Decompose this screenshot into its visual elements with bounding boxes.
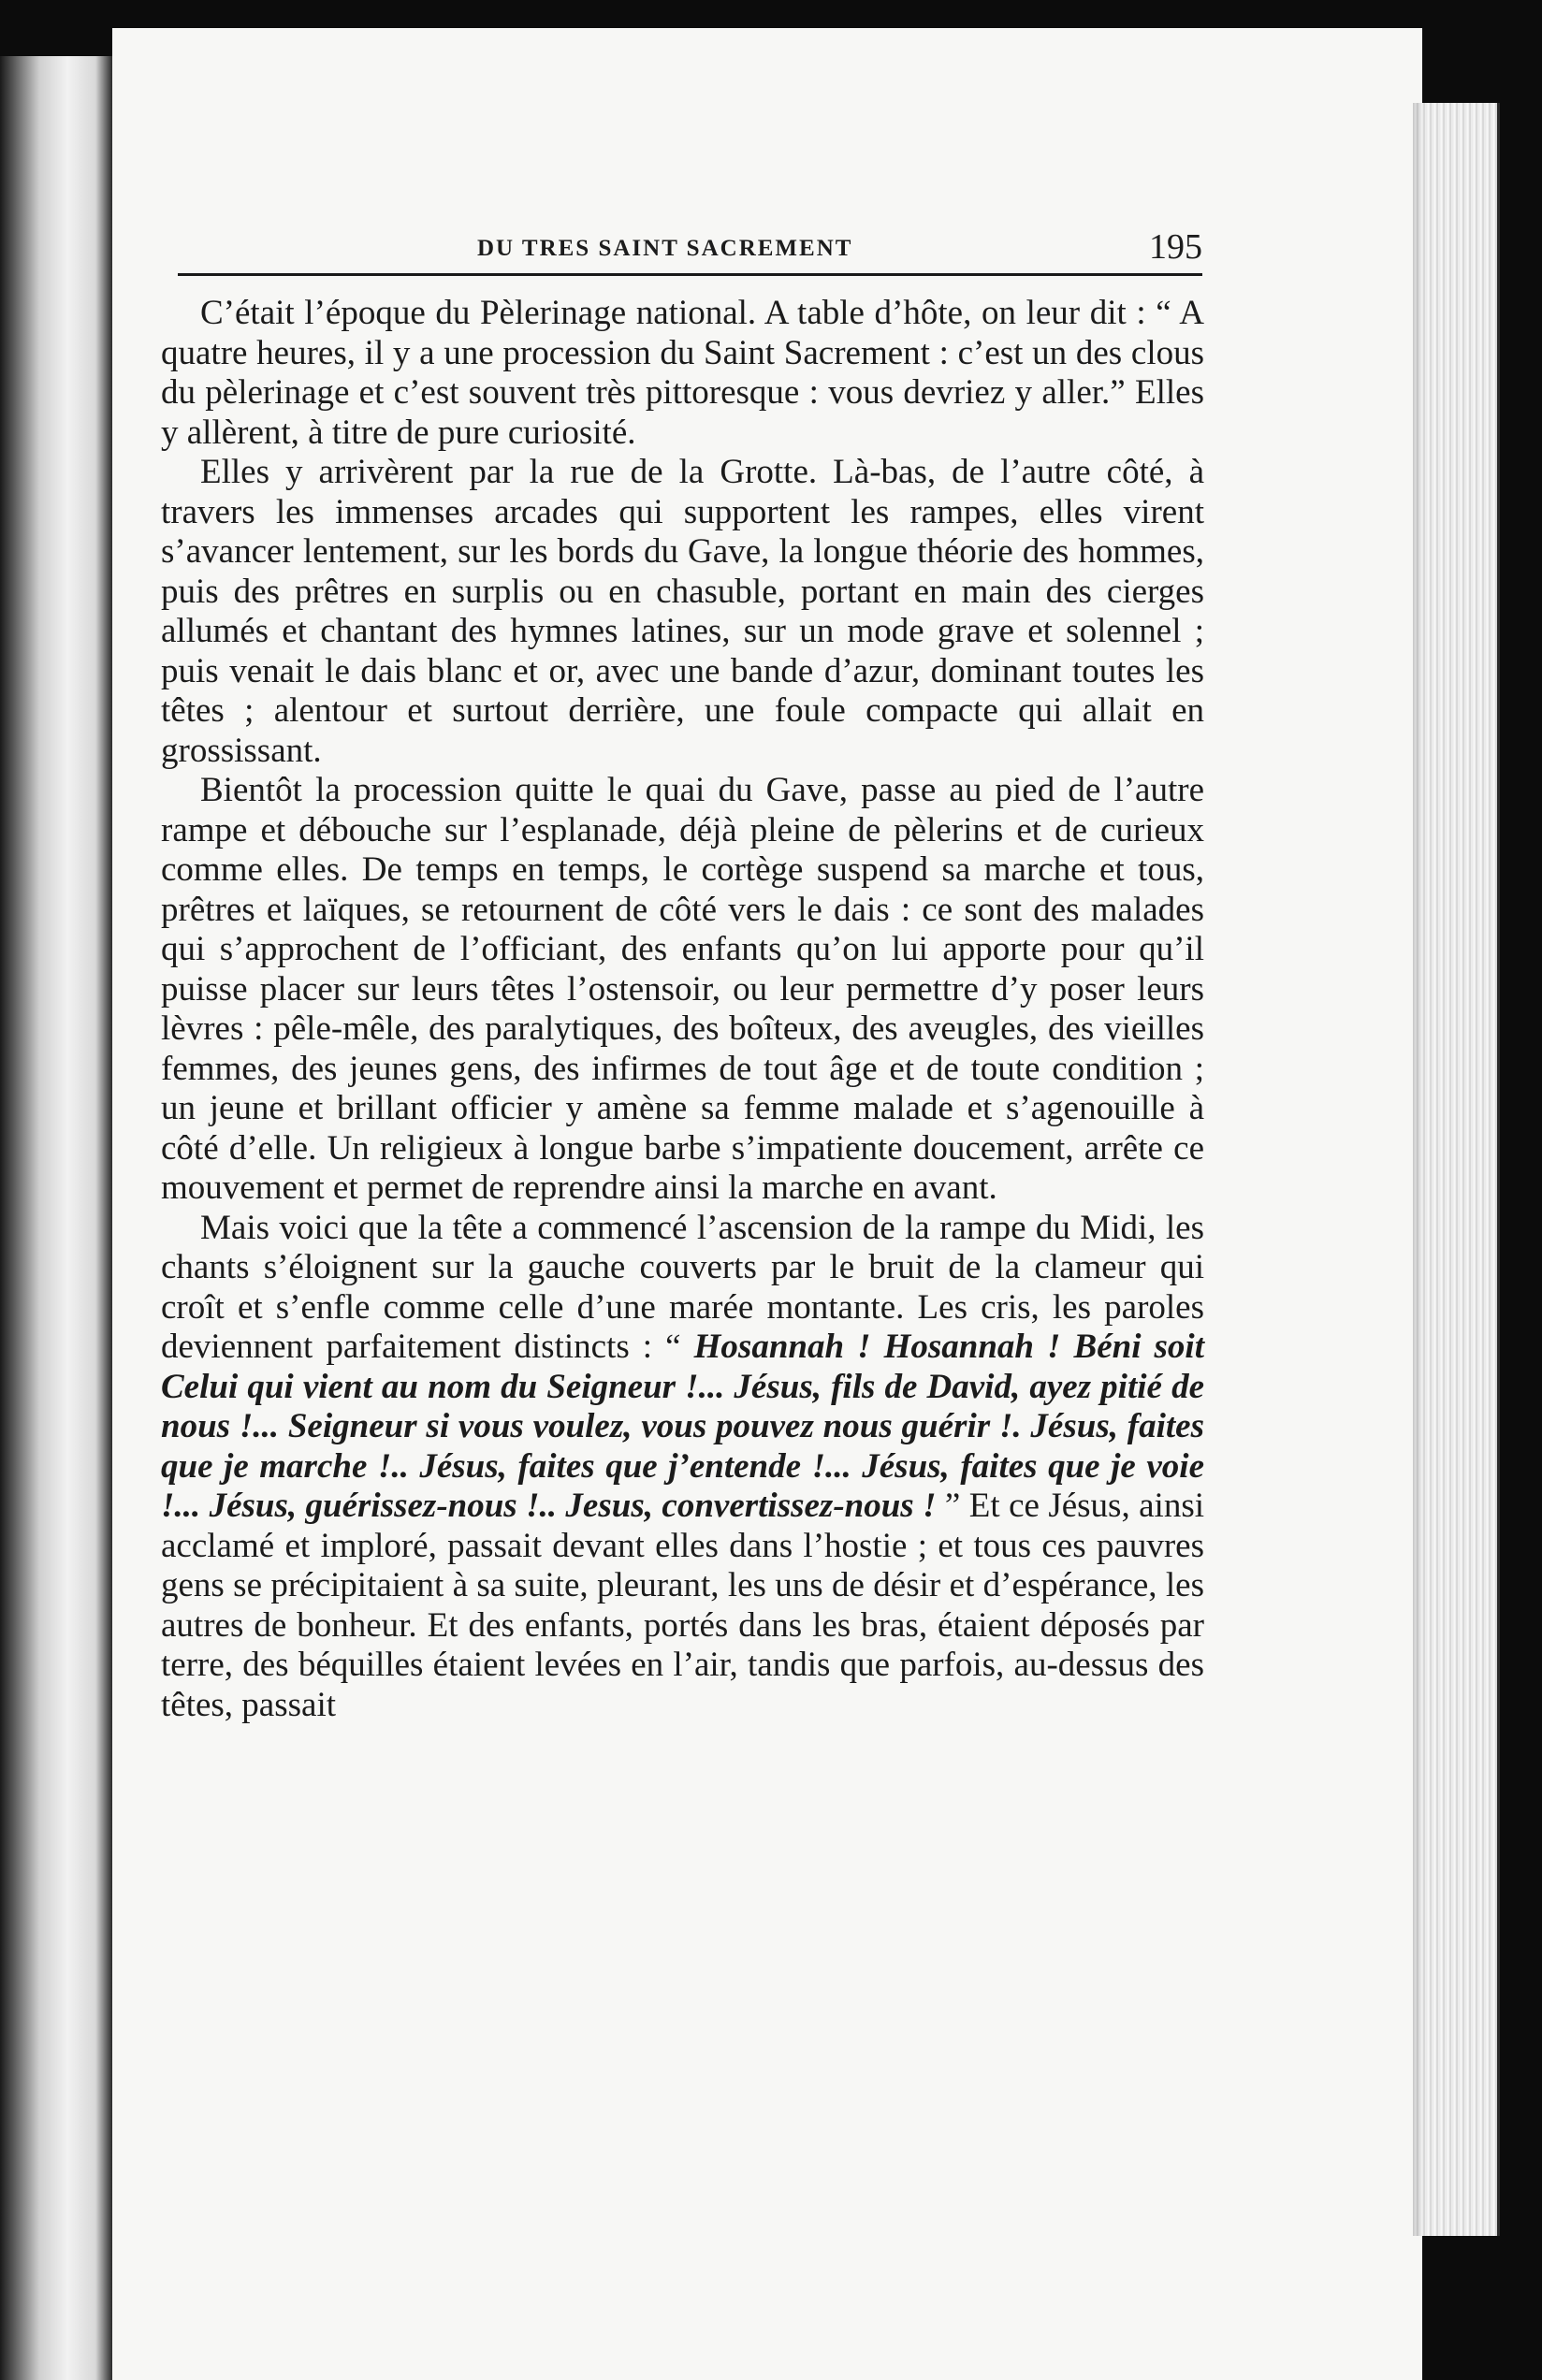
running-title: DU TRES SAINT SACREMENT xyxy=(477,236,853,261)
italic-acclamation: Hosannah ! Hosannah ! Béni soit Celui qui vient au nom du Seigneur !... Jésus, fils de David, ayez pitié de nous !... Seigneur si vous voulez, vous pouvez nous guérir !. Jésus, faites que je marche !.. Jésus, faites que j’entende !... Jésus, faites que je voie !... Jésus, guérissez-nous !.. Jesus, convertissez-nous ! xyxy=(161,1328,1204,1525)
paragraph xyxy=(161,1209,1204,1726)
text-run: ” Et ce Jésus, ainsi acclamé et imploré, passait devant elles dans l’hostie ; et tous ces pauvres gens se précipitaient à sa suite, pleurant, les uns de désir et d’espérance, les autres de bonheur. Et des enfants, portés dans les bras, étaient déposés par terre, des béquilles étaient levées en l’air, tandis que parfois, au-dessus des têtes, passait xyxy=(161,1487,1204,1724)
text-run: Mais voici que la tête a commencé l’ascension de la rampe du Midi, les chants s’éloignent sur la gauche couverts par le bruit de la clameur qui croît et s’enfle comme celle d’une marée montante. Les cris, les paroles deviennent parfaitement distincts : “ xyxy=(161,1208,1204,1366)
page-number: 195 xyxy=(1149,227,1202,267)
text-run: C’était l’époque du Pèlerinage national. A table d’hôte, on leur dit : “ A quatre heures, il y a une procession du Saint Sacrement : c’est un des clous du pèlerinage et c’est souvent très pittoresque : vous devriez y aller.” Elles y allèrent, à titre de pure curiosité. xyxy=(161,294,1204,452)
page-stack-edge xyxy=(1413,103,1500,2236)
page-gutter-shadow xyxy=(1413,103,1424,2236)
body-text xyxy=(161,294,1204,1725)
paragraph xyxy=(161,453,1204,771)
left-page-edge xyxy=(0,56,112,2380)
text-run: Elles y arrivèrent par la rue de la Grotte. Là-bas, de l’autre côté, à travers les immenses arcades qui supportent les rampes, elles virent s’avancer lentement, sur les bords du Gave, la longue théorie des hommes, puis des prêtres en surplis ou en chasuble, portant en main des cierges allumés et chantant des hymnes latines, sur un mode grave et solennel ; puis venait le dais blanc et or, avec une bande d’azur, dominant toutes les têtes ; alentour et surtout derrière, une foule compacte qui allait en grossissant. xyxy=(161,453,1204,770)
text-run: Bientôt la procession quitte le quai du Gave, passe au pied de l’autre rampe et débouche sur l’esplanade, déjà pleine de pèlerins et de curieux comme elles. De temps en temps, le cortège suspend sa marche et tous, prêtres et laïques, se retournent de côté vers le dais : ce sont des malades qui s’approchent de l’officiant, des enfants qu’on lui apporte pour qu’il puisse placer sur leurs têtes l’ostensoir, ou leur permettre d’y poser leurs lèvres : pêle-mêle, des paralytiques, des boîteux, des aveugles, des vieilles femmes, des jeunes gens, des infirmes de tout âge et de toute condition ; un jeune et brillant officier y amène sa femme malade et s’agenouille à côté d’elle. Un religieux à longue barbe s’impatiente doucement, arrête ce mouvement et permet de reprendre ainsi la marche en avant. xyxy=(161,771,1204,1207)
paragraph xyxy=(161,771,1204,1209)
paragraph xyxy=(161,294,1204,453)
page-header xyxy=(178,227,1202,276)
